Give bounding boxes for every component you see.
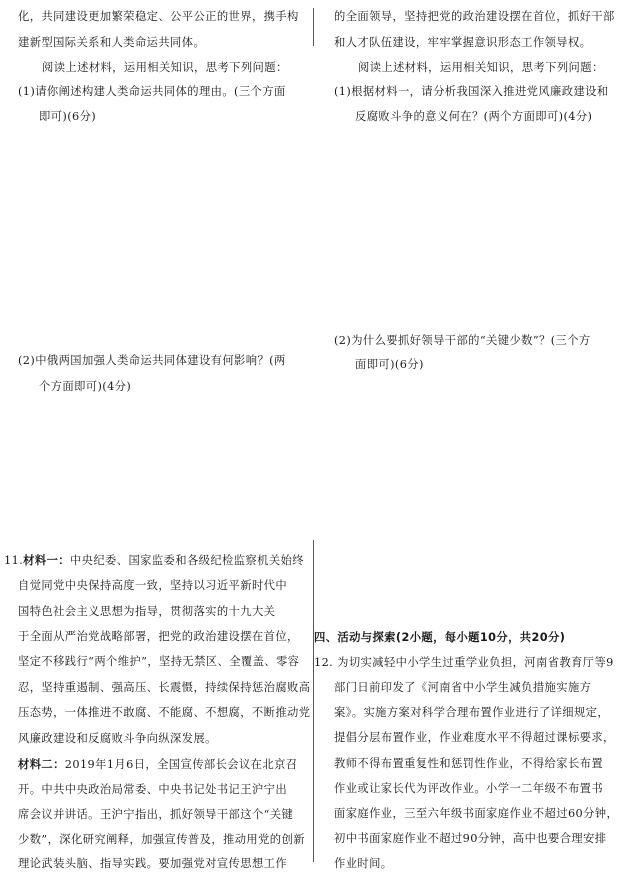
question-12-line: 教师不得布置重复性和惩罚性作业，不得给家长布置: [334, 757, 604, 770]
material-2-first-text: 2019年1月6日，全国宣传部长会议在北京召: [64, 758, 298, 771]
material-2-line: 少数”，深化研究阐释，加强宣传普及，推动用党的创新: [18, 833, 305, 846]
right-top-line-1: 的全面领导，坚持把党的政治建设摆在首位，抓好干部: [334, 10, 615, 23]
question-12-line: 12. 为切实减轻中小学生过重学业负担，河南省教育厅等9: [314, 656, 614, 669]
material-1-line: 于全面从严治党战略部署，把党的政治建设摆在首位，: [18, 630, 299, 643]
material-2-line: 开。中共中央政治局常委、中央书记处书记王沪宁出: [18, 783, 288, 796]
left-question-2-line-1: (2)中俄两国加强人类命运共同体建设有何影响？(两: [18, 354, 286, 367]
right-question-1-line-2: 反腐败斗争的意义何在？(两个方面即可)(4分): [355, 110, 593, 123]
right-question-1-line-1: (1)根据材料一，请分析我国深入推进党风廉政建设和: [334, 85, 609, 98]
material-2-first-line: [18, 757, 297, 772]
question-12-line: 部门日前印发了《河南省中小学生减负措施实施方: [334, 681, 592, 694]
material-1-first-line: 中央纪委、国家监委和各级纪检监察机关始终: [69, 554, 304, 567]
left-top-line-2: 建新型国际关系和人类命运共同体。: [18, 36, 206, 49]
question-11-number: 11.: [4, 554, 24, 567]
material-1-line: 风廉政建设和反腐败斗争向纵深发展。: [18, 732, 217, 745]
material-2-label: 材料二：: [18, 757, 65, 771]
question-12-line: 提倡分层布置作业，作业难度水平不得超过课标要求，: [334, 731, 615, 744]
right-top-line-2: 和人才队伍建设，牢牢掌握意识形态工作领导权。: [334, 36, 592, 49]
column-divider-top: [313, 8, 314, 46]
section-4-header: 四、活动与探索(2小题，每小题10分，共20分): [314, 631, 566, 644]
material-1-label: 材料一：: [23, 553, 70, 567]
question-12-line: 初中书面家庭作业不超过90分钟，高中也要合理安排: [334, 832, 607, 845]
left-read-prompt: 阅读上述材料，运用相关知识，思考下列问题：: [42, 61, 288, 74]
question-12-line: 作业时间。: [334, 857, 393, 870]
material-1-line: 忍，坚持重遏制、强高压、长震慑，持续保持惩治腐败高: [18, 681, 311, 694]
material-1-line: 坚定不移践行“两个维护”，坚持无禁区、全覆盖、零容: [18, 655, 300, 668]
column-divider-bottom: [313, 540, 314, 862]
material-1-line: 压态势，一体推进不敢腐、不能腐、不想腐，不断推动党: [18, 706, 311, 719]
right-question-2-line-1: (2)为什么要抓好领导干部的“关键少数”？(三个方: [334, 334, 591, 347]
question-12-line: 作业或让家长代为评改作业。小学一二年级不布置书: [334, 782, 604, 795]
left-question-2-line-2: 个方面即可)(4分): [39, 380, 132, 393]
material-2-line: 理论武装头脑、指导实践。要加强党对宣传思想工作: [18, 857, 288, 870]
left-top-line-1: 化，共同建设更加繁荣稳定、公平公正的世界，携手构: [18, 10, 299, 23]
left-question-1-line-1: (1)请你阐述构建人类命运共同体的理由。(三个方面: [18, 85, 286, 98]
material-1-line: 国特色社会主义思想为指导，贯彻落实的十九大关: [18, 605, 276, 618]
question-12-line: 案》。实施方案对科学合理布置作业进行了详细规定，: [334, 706, 610, 719]
material-1-line: 自觉同党中央保持高度一致，坚持以习近平新时代中: [18, 579, 288, 592]
right-question-2-line-2: 面即可)(6分): [355, 358, 424, 371]
left-question-1-line-2: 即可)(6分): [39, 110, 97, 123]
right-read-prompt: 阅读上述材料，运用相关知识，思考下列问题：: [358, 61, 604, 74]
question-12-line: 面家庭作业，三至六年级书面家庭作业不超过60分钟，: [334, 807, 619, 820]
material-2-line: 席会议并讲话。王沪宁指出，抓好领导干部这个“关键: [18, 808, 294, 821]
question-11-first-line: [4, 553, 304, 568]
